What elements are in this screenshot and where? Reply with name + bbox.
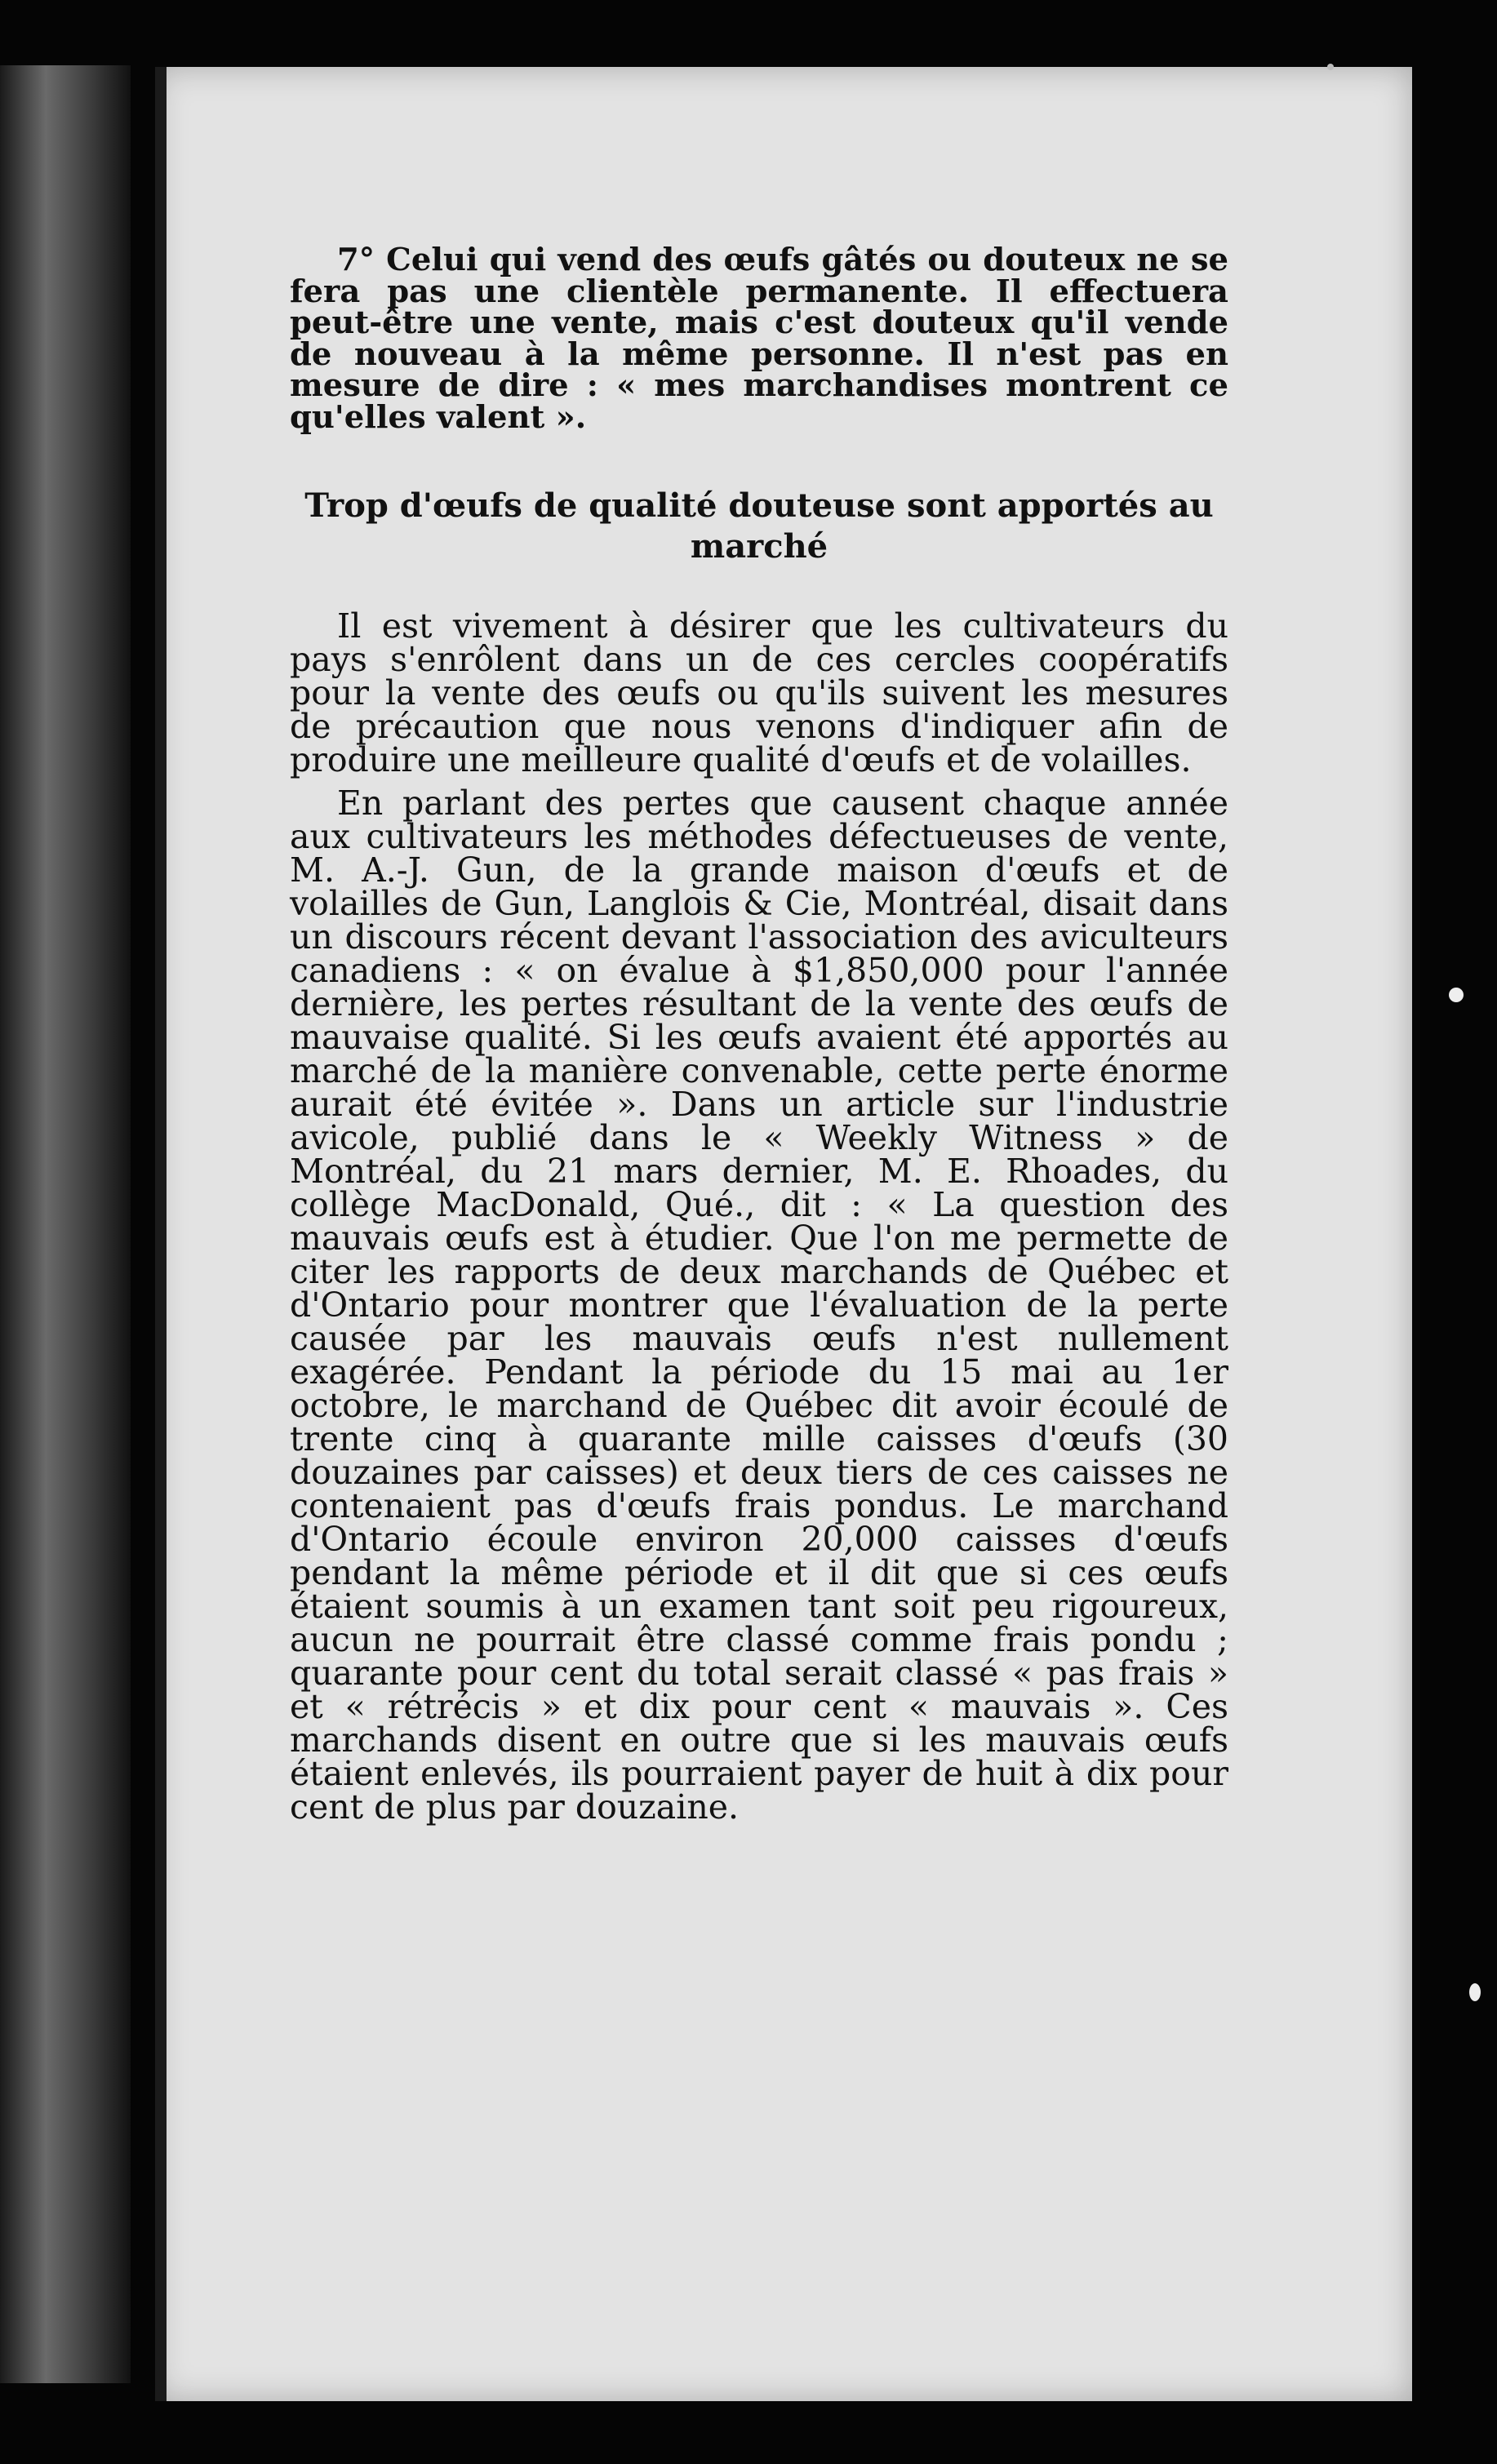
page-binding-edge	[155, 67, 167, 2401]
page-text	[290, 242, 1228, 1827]
section-heading: Trop d'œufs de qualité douteuse sont apportés au marché	[304, 486, 1214, 566]
scan-speck	[1469, 1983, 1481, 2001]
body-paragraph: Il est vivement à désirer que les cultivateurs du pays s'enrôlent dans un de ces cercles coopératifs pour la vente des œufs ou qu'ils suivent les mesures de précaution que nous venons d'indiquer afin de produire une meilleure qualité d'œufs et de volailles.	[290, 606, 1228, 779]
body-paragraph: En parlant des pertes que causent chaque année aux cultivateurs les méthodes défectueuses de vente, M. A.-J. Gun, de la grande maison d'œufs et de volailles de Gun, Langlois & Cie, Montréal, disait dans un discours récent devant l'association des aviculteurs canadiens : « on évalue à $1,850,000 pour l'année dernière, les pertes résultant de la vente des œufs de mauvaise qualité. Si les œufs avaient été apportés au marché de la manière convenable, cette perte énorme aurait été évitée ». Dans un article sur l'industrie avicole, publié dans le « Weekly Witness » de Montréal, du 21 mars dernier, M. E. Rhoades, du collège MacDonald, Qué., dit : « La question des mauvais œufs est à étudier. Que l'on me permette de citer les rapports de deux marchands de Québec et d'Ontario pour montrer que l'évaluation de la perte causée par les mauvais œufs n'est nullement exagérée. Pendant la période du 15 mai au 1er octobre, le marchand de Québec dit avoir écoulé de trente cinq à quarante mille caisses d'œufs (30 douzaines par caisses) et deux tiers de ces caisses ne contenaient pas d'œufs frais pondus. Le marchand d'Ontario écoule environ 20,000 caisses d'œufs pendant la même période et il dit que si ces œufs étaient soumis à un examen tant soit peu rigoureux, aucun ne pourrait être classé comme frais pondu ; quarante pour cent du total serait classé « pas frais » et « rétrécis » et dix pour cent « mauvais ». Ces marchands disent en outre que si les mauvais œufs étaient enlevés, ils pourraient payer de huit à dix pour cent de plus par douzaine.	[290, 784, 1228, 1827]
scan-speck	[1449, 988, 1464, 1002]
intro-paragraph: 7° Celui qui vend des œufs gâtés ou douteux ne se fera pas une clientèle permanente. Il effectuera peut-être une vente, mais c'est douteux qu'il vende de nouveau à la même personne. Il n'est pas en mesure de dire : « mes marchandises montrent ce qu'elles valent ».	[290, 242, 1228, 436]
scan-speck	[1327, 64, 1334, 70]
scan-left-margin	[0, 65, 131, 2383]
